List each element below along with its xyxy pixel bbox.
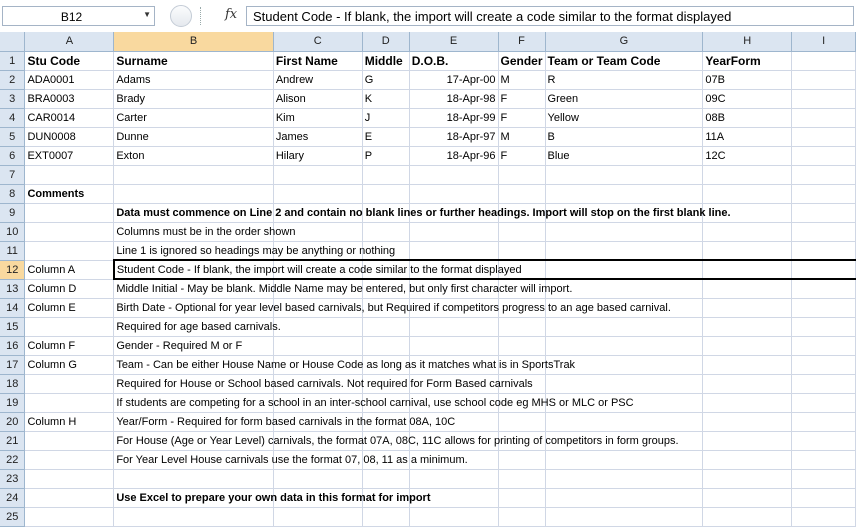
column-header-e[interactable]: E <box>409 32 498 51</box>
cell-e11[interactable] <box>409 241 498 260</box>
cell-b25[interactable] <box>114 507 274 526</box>
cell-e6[interactable]: 18-Apr-96 <box>409 146 498 165</box>
cell-c4[interactable]: Kim <box>273 108 362 127</box>
cell-b1[interactable]: Surname <box>114 51 274 70</box>
cell-h10[interactable] <box>703 222 792 241</box>
cell-b18[interactable] <box>114 374 533 393</box>
table-row <box>0 469 856 488</box>
cell-i7[interactable] <box>792 165 856 184</box>
cell-h14[interactable] <box>703 298 792 317</box>
cell-c7[interactable] <box>273 165 362 184</box>
cell-h1[interactable]: YearForm <box>703 51 792 70</box>
cell-h8[interactable] <box>703 184 792 203</box>
cell-c6[interactable]: Hilary <box>273 146 362 165</box>
row-header-4[interactable]: 4 <box>0 108 25 127</box>
cell-a21[interactable] <box>25 431 114 450</box>
cell-g16[interactable] <box>545 336 703 355</box>
column-header-c[interactable]: C <box>273 32 362 51</box>
cell-i9[interactable] <box>792 203 856 222</box>
table-row <box>0 431 856 450</box>
cell-h16[interactable] <box>703 336 792 355</box>
cell-d5[interactable]: E <box>362 127 409 146</box>
cell-a6[interactable]: EXT0007 <box>25 146 114 165</box>
cell-g6[interactable]: Blue <box>545 146 703 165</box>
cell-h23[interactable] <box>703 469 792 488</box>
cell-h25[interactable] <box>703 507 792 526</box>
cell-h20[interactable] <box>703 412 792 431</box>
table-row <box>0 51 856 70</box>
cell-i10[interactable] <box>792 222 856 241</box>
table-row <box>0 374 856 393</box>
row-header-2[interactable]: 2 <box>0 70 25 89</box>
cell-e8[interactable] <box>409 184 498 203</box>
row-header-3[interactable]: 3 <box>0 89 25 108</box>
cell-h11[interactable] <box>703 241 792 260</box>
table-row <box>0 127 856 146</box>
cell-c16[interactable] <box>273 336 362 355</box>
cell-i21[interactable] <box>792 431 856 450</box>
cell-g24[interactable] <box>545 488 703 507</box>
cell-a2[interactable]: ADA0001 <box>25 70 114 89</box>
cell-f23[interactable] <box>498 469 545 488</box>
cell-g23[interactable] <box>545 469 703 488</box>
row-header-12[interactable]: 12 <box>0 260 25 279</box>
insert-function-icon[interactable]: fx <box>225 7 238 22</box>
cell-h3[interactable]: 09C <box>703 89 792 108</box>
table-row <box>0 507 856 526</box>
row-header-17[interactable]: 17 <box>0 355 25 374</box>
row-header-25[interactable]: 25 <box>0 507 25 526</box>
column-header-d[interactable]: D <box>362 32 409 51</box>
table-row <box>0 241 856 260</box>
cell-h22[interactable] <box>703 450 792 469</box>
cell-a5[interactable]: DUN0008 <box>25 127 114 146</box>
cell-i25[interactable] <box>792 507 856 526</box>
select-all-corner[interactable] <box>0 32 25 51</box>
cell-i17[interactable] <box>792 355 856 374</box>
cell-g15[interactable] <box>545 317 703 336</box>
cell-a11[interactable] <box>25 241 114 260</box>
cell-i5[interactable] <box>792 127 856 146</box>
table-row <box>0 70 856 89</box>
cell-a23[interactable] <box>25 469 114 488</box>
cell-h24[interactable] <box>703 488 792 507</box>
cell-text: Birth Date - Optional for year level based carnivals, but Required if competitors progress to an age based carnival. <box>116 301 671 314</box>
cell-f2[interactable]: M <box>498 70 545 89</box>
table-row <box>0 298 856 317</box>
cell-a16[interactable]: Column F <box>25 336 114 355</box>
column-header-row <box>0 32 856 51</box>
cell-d8[interactable] <box>362 184 409 203</box>
cell-i18[interactable] <box>792 374 856 393</box>
cell-i2[interactable] <box>792 70 856 89</box>
cell-b14[interactable] <box>114 298 671 317</box>
row-header-6[interactable]: 6 <box>0 146 25 165</box>
cell-g2[interactable]: R <box>545 70 703 89</box>
table-row <box>0 336 856 355</box>
row-header-18[interactable]: 18 <box>0 374 25 393</box>
cell-g11[interactable] <box>545 241 703 260</box>
cell-text: Team - Can be either House Name or House Code as long as it matches what is in SportsTrak <box>116 358 576 371</box>
cell-i11[interactable] <box>792 241 856 260</box>
cell-i13[interactable] <box>792 279 856 298</box>
cell-b9[interactable] <box>114 203 731 222</box>
cell-d15[interactable] <box>362 317 409 336</box>
cell-text: If students are competing for a school in an inter-school carnival, use school code eg MHS or MLC or PSC <box>116 396 634 409</box>
cell-a7[interactable] <box>25 165 114 184</box>
name-box-value: B12 <box>60 10 83 24</box>
cell-b8[interactable] <box>114 184 274 203</box>
cell-a4[interactable]: CAR0014 <box>25 108 114 127</box>
cell-a12[interactable]: Column A <box>25 260 114 279</box>
cell-e16[interactable] <box>409 336 498 355</box>
cell-a19[interactable] <box>25 393 114 412</box>
row-header-15[interactable]: 15 <box>0 317 25 336</box>
expand-icon[interactable] <box>170 5 192 27</box>
cell-e7[interactable] <box>409 165 498 184</box>
cell-f3[interactable]: F <box>498 89 545 108</box>
cell-text: Student Code - If blank, the import will create a code similar to the format displayed <box>116 264 522 276</box>
cell-a3[interactable]: BRA0003 <box>25 89 114 108</box>
cell-i23[interactable] <box>792 469 856 488</box>
cell-text: Year/Form - Required for form based carnivals in the format 08A, 10C <box>116 415 456 428</box>
cell-text: Required for age based carnivals. <box>116 320 281 333</box>
table-row <box>0 488 856 507</box>
cell-c2[interactable]: Andrew <box>273 70 362 89</box>
cell-h12[interactable] <box>703 260 792 279</box>
cell-g3[interactable]: Green <box>545 89 703 108</box>
cell-b4[interactable]: Carter <box>114 108 274 127</box>
table-row <box>0 393 856 412</box>
cell-g5[interactable]: B <box>545 127 703 146</box>
cell-e2[interactable]: 17-Apr-00 <box>409 70 498 89</box>
formula-input[interactable] <box>246 6 854 26</box>
cell-f1[interactable]: Gender <box>498 51 545 70</box>
row-header-8[interactable]: 8 <box>0 184 25 203</box>
cell-a13[interactable]: Column D <box>25 279 114 298</box>
cell-d25[interactable] <box>362 507 409 526</box>
cell-h21[interactable] <box>703 431 792 450</box>
cell-h19[interactable] <box>703 393 792 412</box>
cell-b23[interactable] <box>114 469 274 488</box>
cell-g10[interactable] <box>545 222 703 241</box>
table-row <box>0 317 856 336</box>
cell-i24[interactable] <box>792 488 856 507</box>
cell-c8[interactable] <box>273 184 362 203</box>
cell-c5[interactable]: James <box>273 127 362 146</box>
cell-a1[interactable]: Stu Code <box>25 51 114 70</box>
cell-i6[interactable] <box>792 146 856 165</box>
table-row <box>0 146 856 165</box>
cell-f15[interactable] <box>498 317 545 336</box>
cell-c15[interactable] <box>273 317 362 336</box>
row-header-20[interactable]: 20 <box>0 412 25 431</box>
cell-g25[interactable] <box>545 507 703 526</box>
cell-h13[interactable] <box>703 279 792 298</box>
table-row <box>0 89 856 108</box>
row-header-1[interactable]: 1 <box>0 51 25 70</box>
row-header-11[interactable]: 11 <box>0 241 25 260</box>
cell-i3[interactable] <box>792 89 856 108</box>
cell-b2[interactable]: Adams <box>114 70 274 89</box>
cell-i1[interactable] <box>792 51 856 70</box>
cell-a15[interactable] <box>25 317 114 336</box>
row-header-13[interactable]: 13 <box>0 279 25 298</box>
cell-e10[interactable] <box>409 222 498 241</box>
cell-b17[interactable] <box>114 355 576 374</box>
cell-text: Line 1 is ignored so headings may be anything or nothing <box>116 244 396 257</box>
cell-i8[interactable] <box>792 184 856 203</box>
cell-f5[interactable]: M <box>498 127 545 146</box>
cell-f25[interactable] <box>498 507 545 526</box>
cell-d1[interactable]: Middle <box>362 51 409 70</box>
cell-b16[interactable] <box>114 336 274 355</box>
table-row <box>0 203 856 222</box>
row-header-10[interactable]: 10 <box>0 222 25 241</box>
column-header-f[interactable]: F <box>498 32 545 51</box>
cell-b12[interactable] <box>114 260 522 279</box>
cell-b10[interactable] <box>114 222 296 241</box>
cell-e1[interactable]: D.O.B. <box>409 51 498 70</box>
cell-h5[interactable]: 11A <box>703 127 792 146</box>
row-header-21[interactable]: 21 <box>0 431 25 450</box>
cell-a25[interactable] <box>25 507 114 526</box>
worksheet-grid <box>0 32 856 527</box>
table-row <box>0 450 856 469</box>
name-box[interactable] <box>2 6 155 26</box>
cell-i19[interactable] <box>792 393 856 412</box>
cell-i20[interactable] <box>792 412 856 431</box>
cell-i4[interactable] <box>792 108 856 127</box>
row-header-23[interactable]: 23 <box>0 469 25 488</box>
cell-b6[interactable]: Exton <box>114 146 274 165</box>
row-header-9[interactable]: 9 <box>0 203 25 222</box>
row-header-16[interactable]: 16 <box>0 336 25 355</box>
table-row <box>0 260 856 279</box>
cell-e23[interactable] <box>409 469 498 488</box>
cell-h2[interactable]: 07B <box>703 70 792 89</box>
cell-d23[interactable] <box>362 469 409 488</box>
cell-a20[interactable]: Column H <box>25 412 114 431</box>
cell-b15[interactable] <box>114 317 281 336</box>
formula-bar <box>0 0 856 33</box>
cell-h18[interactable] <box>703 374 792 393</box>
cell-d16[interactable] <box>362 336 409 355</box>
row-header-24[interactable]: 24 <box>0 488 25 507</box>
cell-f4[interactable]: F <box>498 108 545 127</box>
cell-text: Use Excel to prepare your own data in this format for import <box>116 491 431 504</box>
cell-text: Columns must be in the order shown <box>116 225 296 238</box>
row-header-19[interactable]: 19 <box>0 393 25 412</box>
cell-c23[interactable] <box>273 469 362 488</box>
cell-b20[interactable] <box>114 412 456 431</box>
cell-g8[interactable] <box>545 184 703 203</box>
cell-g12[interactable] <box>545 260 703 279</box>
cell-b24[interactable] <box>114 488 431 507</box>
grip-icon <box>200 7 203 25</box>
cell-a17[interactable]: Column G <box>25 355 114 374</box>
cell-g4[interactable]: Yellow <box>545 108 703 127</box>
table-row <box>0 184 856 203</box>
column-header-a[interactable]: A <box>25 32 114 51</box>
table-row <box>0 412 856 431</box>
table-row <box>0 222 856 241</box>
cell-a10[interactable] <box>25 222 114 241</box>
cell-a8[interactable]: Comments <box>25 184 114 203</box>
cell-f6[interactable]: F <box>498 146 545 165</box>
cell-c1[interactable]: First Name <box>273 51 362 70</box>
table-row <box>0 279 856 298</box>
cell-e3[interactable]: 18-Apr-98 <box>409 89 498 108</box>
cell-c25[interactable] <box>273 507 362 526</box>
cell-e25[interactable] <box>409 507 498 526</box>
cell-d6[interactable]: P <box>362 146 409 165</box>
cell-text: Gender - Required M or F <box>116 339 243 352</box>
cell-i16[interactable] <box>792 336 856 355</box>
cell-b5[interactable]: Dunne <box>114 127 274 146</box>
cell-a14[interactable]: Column E <box>25 298 114 317</box>
cell-e4[interactable]: 18-Apr-99 <box>409 108 498 127</box>
cell-f22[interactable] <box>498 450 545 469</box>
row-header-7[interactable]: 7 <box>0 165 25 184</box>
cell-h6[interactable]: 12C <box>703 146 792 165</box>
table-row <box>0 108 856 127</box>
table-row <box>0 165 856 184</box>
cell-g7[interactable] <box>545 165 703 184</box>
cell-e15[interactable] <box>409 317 498 336</box>
chevron-down-icon[interactable]: ▼ <box>143 10 151 19</box>
cell-g18[interactable] <box>545 374 703 393</box>
cell-b13[interactable] <box>114 279 573 298</box>
cell-text: Data must commence on Line 2 and contain no blank lines or further headings. Import will stop on the first blank line. <box>116 206 731 219</box>
column-header-b[interactable]: B <box>114 32 274 51</box>
cell-f10[interactable] <box>498 222 545 241</box>
cell-h4[interactable]: 08B <box>703 108 792 127</box>
cell-text: For House (Age or Year Level) carnivals, the format 07A, 08C, 11C allows for printing of competitors in form groups. <box>116 434 679 447</box>
cell-g1[interactable]: Team or Team Code <box>545 51 703 70</box>
cell-f11[interactable] <box>498 241 545 260</box>
table-row <box>0 355 856 374</box>
cell-i15[interactable] <box>792 317 856 336</box>
cell-b7[interactable] <box>114 165 274 184</box>
cell-b22[interactable] <box>114 450 468 469</box>
cell-d3[interactable]: K <box>362 89 409 108</box>
cell-i14[interactable] <box>792 298 856 317</box>
cell-a9[interactable] <box>25 203 114 222</box>
cell-c3[interactable]: Alison <box>273 89 362 108</box>
column-header-h[interactable]: H <box>703 32 792 51</box>
cell-text: For Year Level House carnivals use the format 07, 08, 11 as a minimum. <box>116 453 468 466</box>
cell-e5[interactable]: 18-Apr-97 <box>409 127 498 146</box>
cell-d10[interactable] <box>362 222 409 241</box>
cell-text: Required for House or School based carnivals. Not required for Form Based carnivals <box>116 377 533 390</box>
cell-a18[interactable] <box>25 374 114 393</box>
cell-f8[interactable] <box>498 184 545 203</box>
cell-f24[interactable] <box>498 488 545 507</box>
cell-f16[interactable] <box>498 336 545 355</box>
cell-a24[interactable] <box>25 488 114 507</box>
cell-g22[interactable] <box>545 450 703 469</box>
cell-i12[interactable] <box>792 260 856 279</box>
cell-i22[interactable] <box>792 450 856 469</box>
row-header-22[interactable]: 22 <box>0 450 25 469</box>
formula-value: Student Code - If blank, the import will create a code similar to the format displayed <box>253 9 732 24</box>
cell-d7[interactable] <box>362 165 409 184</box>
cell-h17[interactable] <box>703 355 792 374</box>
cell-text: Middle Initial - May be blank. Middle Name may be entered, but only first character will import. <box>116 283 573 295</box>
cell-h15[interactable] <box>703 317 792 336</box>
cell-g20[interactable] <box>545 412 703 431</box>
cell-h7[interactable] <box>703 165 792 184</box>
cell-b11[interactable] <box>114 241 396 260</box>
cell-b3[interactable]: Brady <box>114 89 274 108</box>
cell-b21[interactable] <box>114 431 679 450</box>
cell-f20[interactable] <box>498 412 545 431</box>
cell-f7[interactable] <box>498 165 545 184</box>
cell-d4[interactable]: J <box>362 108 409 127</box>
column-header-i[interactable]: I <box>792 32 856 51</box>
row-header-5[interactable]: 5 <box>0 127 25 146</box>
cell-b19[interactable] <box>114 393 634 412</box>
cell-a22[interactable] <box>25 450 114 469</box>
column-header-g[interactable]: G <box>545 32 703 51</box>
cell-d2[interactable]: G <box>362 70 409 89</box>
row-header-14[interactable]: 14 <box>0 298 25 317</box>
